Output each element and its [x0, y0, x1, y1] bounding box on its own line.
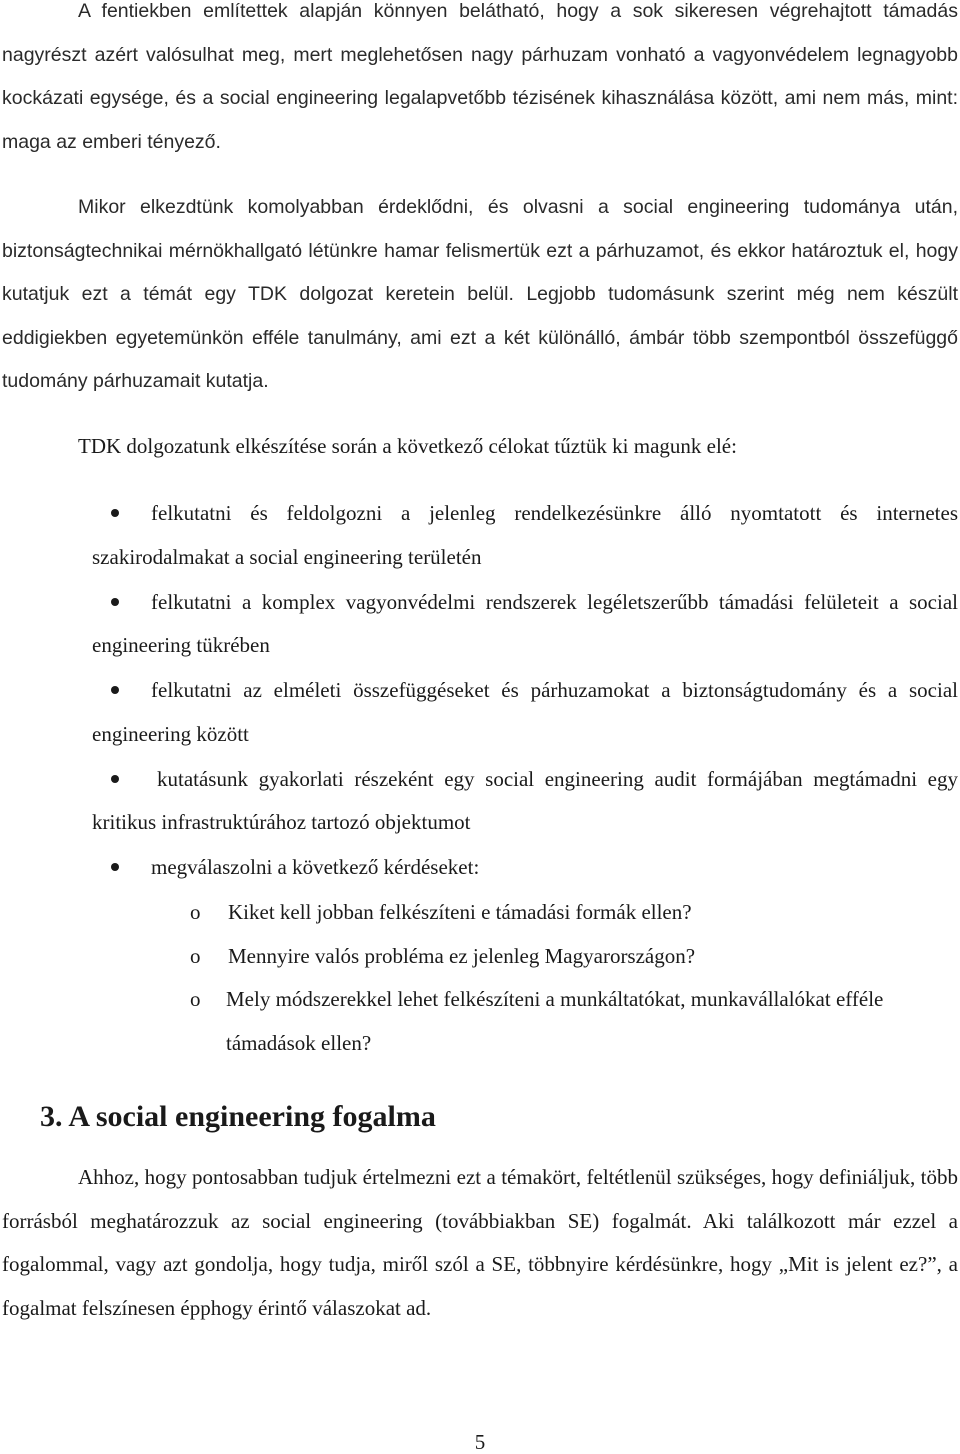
questions-list	[0, 891, 960, 1065]
question-item: o Kiket kell jobban felkészíteni e támadási formák ellen?	[0, 891, 948, 935]
question-item: o Mennyire valós probléma ez jelenleg Magyarországon?	[0, 935, 948, 979]
bullet-icon	[111, 509, 119, 517]
goal-item: felkutatni és feldolgozni a jelenleg rendelkezésünkre álló nyomtatott és internetes szakirodalmakat a social engineering területén	[92, 501, 958, 569]
goals-list	[0, 492, 960, 890]
section-heading: 3. A social engineering fogalma	[40, 1100, 436, 1133]
question-item: o Mely módszerekkel lehet felkészíteni a munkáltatókat, munkavállalókat efféle támadások ellen?	[0, 978, 958, 1065]
page-number: 5	[474, 1430, 486, 1454]
bullet-icon	[111, 598, 119, 606]
definition-paragraph: Ahhoz, hogy pontosabban tudjuk értelmezni ezt a témakört, feltétlenül szükséges, hogy definiáljuk, több forrásból meghatározzuk az social engineering (továbbiakban SE) fogalmát. Aki találkozott már ezzel a fogalommal, vagy azt gondolja, hogy tudja, miről szól a SE, többnyire kérdésünkre, hogy „Mit is jelent ez?”, a fogalmat felszínesen épphogy érintő válaszokat ad.	[2, 1165, 958, 1320]
goals-intro: TDK dolgozatunk elkészítése során a következő célokat tűztük ki magunk elé:	[78, 434, 737, 458]
goal-item: megválaszolni a következő kérdéseket:	[0, 846, 958, 890]
goal-item: kutatásunk gyakorlati részeként egy social engineering audit formájában megtámadni egy kritikus infrastruktúrához tartozó objektumot	[92, 766, 958, 835]
goal-item: felkutatni a komplex vagyonvédelmi rendszerek legéletszerűbb támadási felületeit a social engineering tükrében	[92, 589, 958, 658]
circle-marker-icon: o	[190, 900, 201, 924]
motivation-paragraph: Mikor elkezdtünk komolyabban érdeklődni, és olvasni a social engineering tudománya után, biztonságtechnikai mérnökhallgató létünkre hamar felismertük ezt a párhuzamot, és ekkor határoztuk el, hogy kutatjuk ezt a témát egy TDK dolgozat keretein belül. Legjobb tudomásunk szerint még nem készült eddigiekben egyetemünkön efféle tanulmány, ami ezt a két különálló, ámbár több szempontból összefüggő tudomány párhuzamait kutatja.	[2, 196, 958, 393]
intro-paragraph: A fentiekben említettek alapján könnyen belátható, hogy a sok sikeresen végrehajtott támadás nagyrészt azért valósulhat meg, mert meglehetősen nagy párhuzam vonható a vagyonvédelem legnagyobb kockázati egysége, és a social engineering legalapvetőbb tézisének kihasználása között, ami nem más, mint: maga az emberi tényező.	[2, 0, 958, 153]
bullet-icon	[111, 775, 119, 783]
circle-marker-icon: o	[190, 987, 201, 1012]
circle-marker-icon: o	[190, 943, 201, 968]
goal-item: felkutatni az elméleti összefüggéseket és párhuzamokat a biztonságtudomány és a social engineering között	[92, 678, 958, 746]
